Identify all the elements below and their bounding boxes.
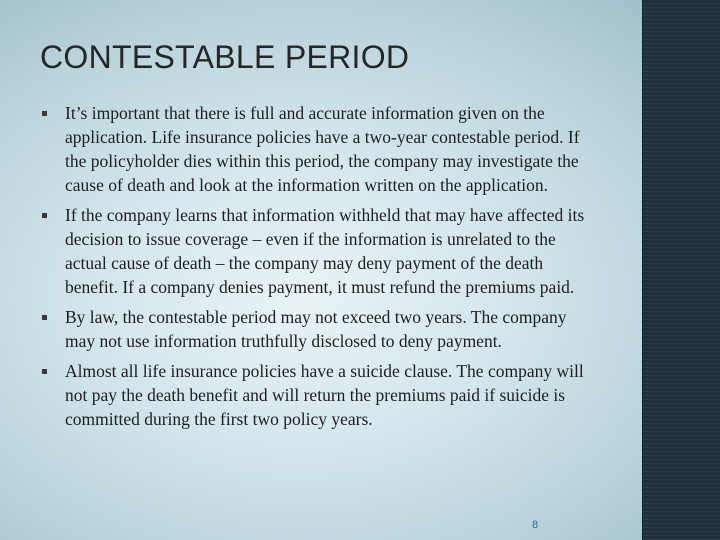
bullet-item	[40, 203, 600, 299]
slide-title: CONTESTABLE PERIOD	[40, 39, 410, 75]
page-number: 8	[532, 519, 539, 531]
bullet-marker-icon	[42, 111, 47, 116]
bullet-marker-icon	[42, 315, 47, 320]
bullet-item	[40, 359, 600, 431]
bullet-text: Almost all life insurance policies have a suicide clause. The company will not pay the death benefit and will return the premiums paid if suicide is committed during the first two policy years.	[65, 361, 584, 429]
side-panel	[642, 0, 720, 540]
bullet-text: By law, the contestable period may not exceed two years. The company may not use information truthfully disclosed to deny payment.	[65, 307, 567, 351]
bullet-list	[40, 101, 600, 437]
bullet-text: If the company learns that information withheld that may have affected its decision to issue coverage – even if the information is unrelated to the actual cause of death – the company may deny payment of the death benefit. If a company denies payment, it must refund the premiums paid.	[65, 205, 585, 297]
bullet-item	[40, 101, 600, 197]
bullet-marker-icon	[42, 369, 47, 374]
bullet-marker-icon	[42, 213, 47, 218]
bullet-text: It’s important that there is full and accurate information given on the application. Life insurance policies have a two-year contestable period. If the policyholder dies within this period, the company may investigate the cause of death and look at the information written on the application.	[65, 103, 580, 195]
bullet-item	[40, 305, 600, 353]
